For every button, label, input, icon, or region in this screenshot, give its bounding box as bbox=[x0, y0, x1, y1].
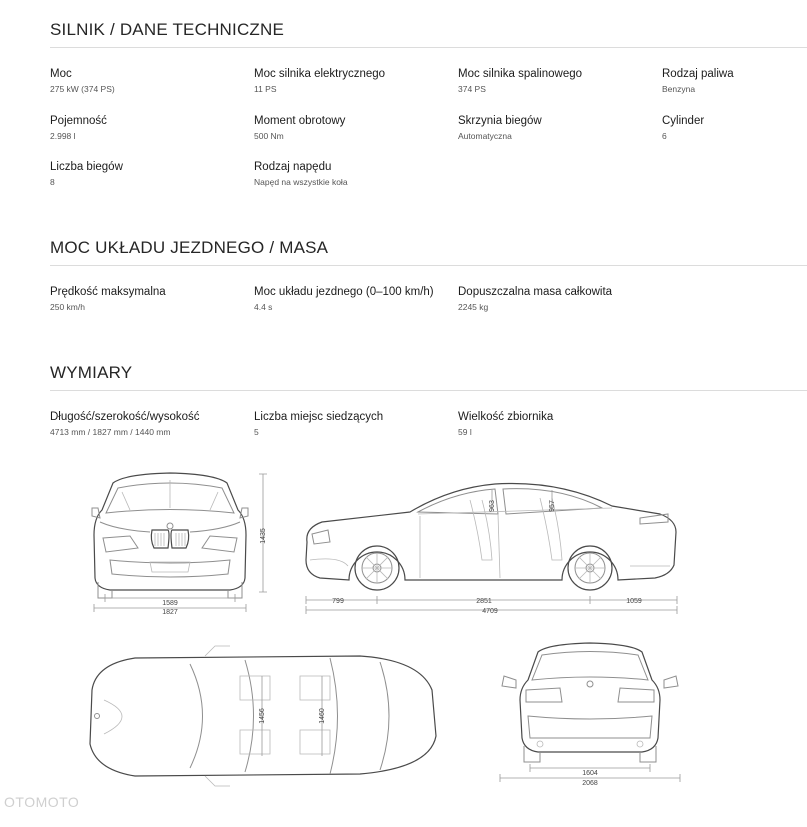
spec-value: 250 km/h bbox=[50, 302, 85, 312]
side-view-drawing bbox=[306, 483, 677, 615]
spec-value: Napęd na wszystkie koła bbox=[254, 177, 348, 187]
spec-value: 2245 kg bbox=[458, 302, 489, 312]
spec-label: Moc silnika spalinowego bbox=[458, 68, 583, 80]
spec-value: Automatyczna bbox=[458, 131, 512, 141]
spec-label: Rodzaj paliwa bbox=[662, 68, 734, 80]
dim-label-rear-track: 1604 bbox=[582, 770, 598, 777]
spec-label: Moc silnika elektrycznego bbox=[254, 68, 386, 80]
dim-label-wheelbase: 2851 bbox=[476, 598, 492, 605]
spec-label: Liczba miejsc siedzących bbox=[254, 411, 384, 423]
spec-value: Benzyna bbox=[662, 84, 696, 94]
spec-label: Wielkość zbiornika bbox=[458, 411, 554, 423]
spec-label: Pojemność bbox=[50, 115, 107, 127]
dim-label-length: 4709 bbox=[482, 608, 498, 615]
spec-label: Rodzaj napędu bbox=[254, 161, 332, 173]
spec-value: 500 Nm bbox=[254, 131, 284, 141]
dim-label-top-width-front: 1456 bbox=[259, 708, 266, 724]
spec-value: 374 PS bbox=[458, 84, 486, 94]
dim-label-front-track: 1589 bbox=[162, 600, 178, 607]
top-view-drawing bbox=[90, 646, 436, 786]
rear-view-drawing bbox=[500, 643, 680, 787]
spec-value: 275 kW (374 PS) bbox=[50, 84, 115, 94]
dim-label-top-width-rear: 1460 bbox=[319, 708, 326, 724]
dim-label-width: 1827 bbox=[162, 609, 178, 616]
front-view-drawing bbox=[92, 473, 267, 616]
spec-value: 4.4 s bbox=[254, 302, 273, 312]
dim-label-head-front: 963 bbox=[489, 500, 496, 512]
spec-label: Skrzynia biegów bbox=[458, 115, 542, 127]
spec-value: 2.998 l bbox=[50, 131, 76, 141]
dim-label-head-rear: 957 bbox=[549, 500, 556, 512]
spec-value: 59 l bbox=[458, 427, 472, 437]
spec-value: 11 PS bbox=[254, 84, 277, 94]
dim-label-overhang-front: 799 bbox=[332, 598, 344, 605]
section-title-engine: SILNIK / DANE TECHNICZNE bbox=[50, 20, 285, 39]
spec-label: Moment obrotowy bbox=[254, 115, 346, 127]
spec-label: Prędkość maksymalna bbox=[50, 286, 166, 298]
spec-label: Cylinder bbox=[662, 115, 705, 127]
spec-value: 8 bbox=[50, 177, 55, 187]
watermark-logo: OTOMOTO bbox=[4, 794, 80, 810]
section-title-dimensions: WYMIARY bbox=[50, 363, 133, 382]
spec-label: Liczba biegów bbox=[50, 161, 123, 173]
dim-label-height: 1435 bbox=[260, 528, 267, 544]
spec-label: Moc układu jezdnego (0–100 km/h) bbox=[254, 286, 434, 298]
spec-label: Długość/szerokość/wysokość bbox=[50, 411, 200, 423]
spec-value: 5 bbox=[254, 427, 259, 437]
section-title-performance: MOC UKŁADU JEZDNEGO / MASA bbox=[50, 238, 329, 257]
spec-label: Dopuszczalna masa całkowita bbox=[458, 286, 613, 298]
spec-label: Moc bbox=[50, 68, 72, 80]
spec-value: 6 bbox=[662, 131, 667, 141]
dim-label-overhang-rear: 1059 bbox=[626, 598, 642, 605]
spec-value: 4713 mm / 1827 mm / 1440 mm bbox=[50, 427, 171, 437]
dim-label-rear-width: 2068 bbox=[582, 780, 598, 787]
